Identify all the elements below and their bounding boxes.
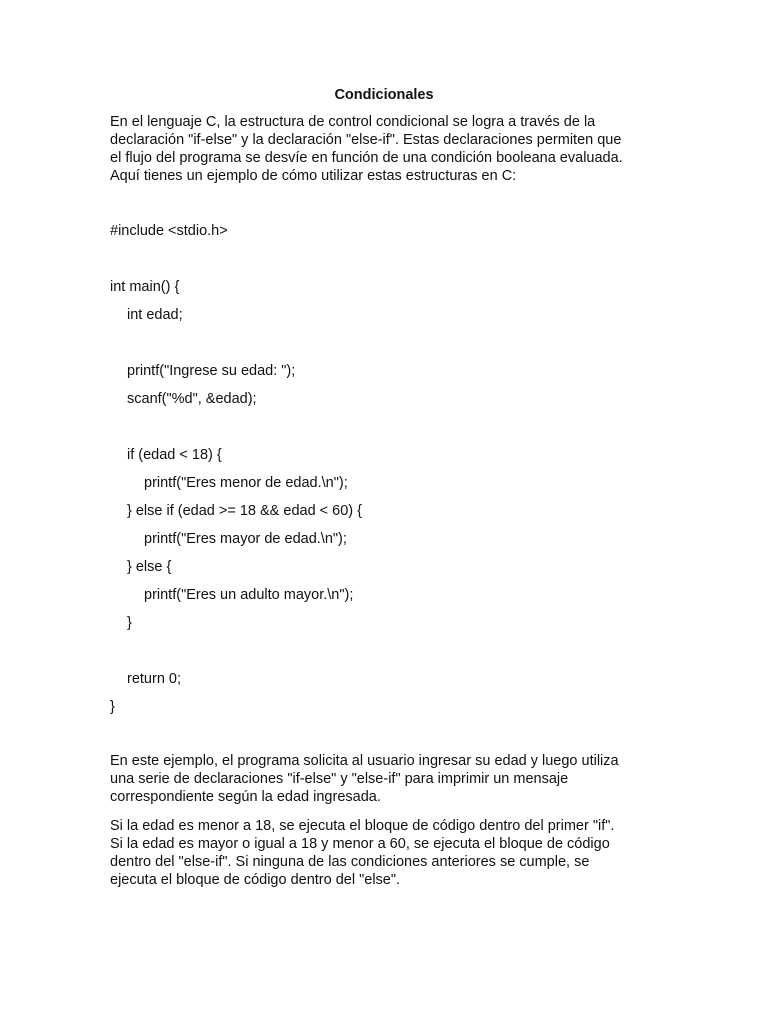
intro-paragraph [110,113,670,185]
intro-line: En el lenguaje C, la estructura de control condicional se logra a través de la [110,114,596,130]
code-line: } [110,699,115,715]
code-line: return 0; [127,671,181,687]
code-line: printf("Eres un adulto mayor.\n"); [144,587,354,603]
explanation-line: En este ejemplo, el programa solicita al usuario ingresar su edad y luego utiliza [110,753,619,769]
code-blank-line [110,641,670,669]
code-example [110,221,670,725]
code-blank-line [110,333,670,361]
detail-line: Si la edad es mayor o igual a 18 y menor a 60, se ejecuta el bloque de código [110,836,610,852]
explanation-line: correspondiente según la edad ingresada. [110,789,381,805]
code-line: } else if (edad >= 18 && edad < 60) { [127,503,362,519]
code-line: printf("Eres menor de edad.\n"); [144,475,348,491]
code-line: #include <stdio.h> [110,223,228,239]
intro-line: Aquí tienes un ejemplo de cómo utilizar estas estructuras en C: [110,168,517,184]
explanation-paragraph [110,752,670,806]
code-line: int main() { [110,279,180,295]
detail-line: ejecuta el bloque de código dentro del "else". [110,872,401,888]
explanation-line: una serie de declaraciones "if-else" y "else-if" para imprimir un mensaje [110,771,569,787]
intro-line: declaración "if-else" y la declaración "else-if". Estas declaraciones permiten que [110,132,622,148]
code-line: printf("Ingrese su edad: "); [127,363,296,379]
detail-line: dentro del "else-if". Si ninguna de las condiciones anteriores se cumple, se [110,854,590,870]
code-line: int edad; [127,307,183,323]
code-blank-line [110,417,670,445]
code-line: } else { [127,559,172,575]
code-line: } [127,615,132,631]
code-line: if (edad < 18) { [127,447,222,463]
detail-paragraph [110,817,670,889]
document-title: Condicionales [334,87,434,103]
code-line: scanf("%d", &edad); [127,391,257,407]
intro-line: el flujo del programa se desvíe en función de una condición booleana evaluada. [110,150,623,166]
code-line: printf("Eres mayor de edad.\n"); [144,531,347,547]
code-blank-line [110,249,670,277]
detail-line: Si la edad es menor a 18, se ejecuta el bloque de código dentro del primer "if". [110,818,615,834]
